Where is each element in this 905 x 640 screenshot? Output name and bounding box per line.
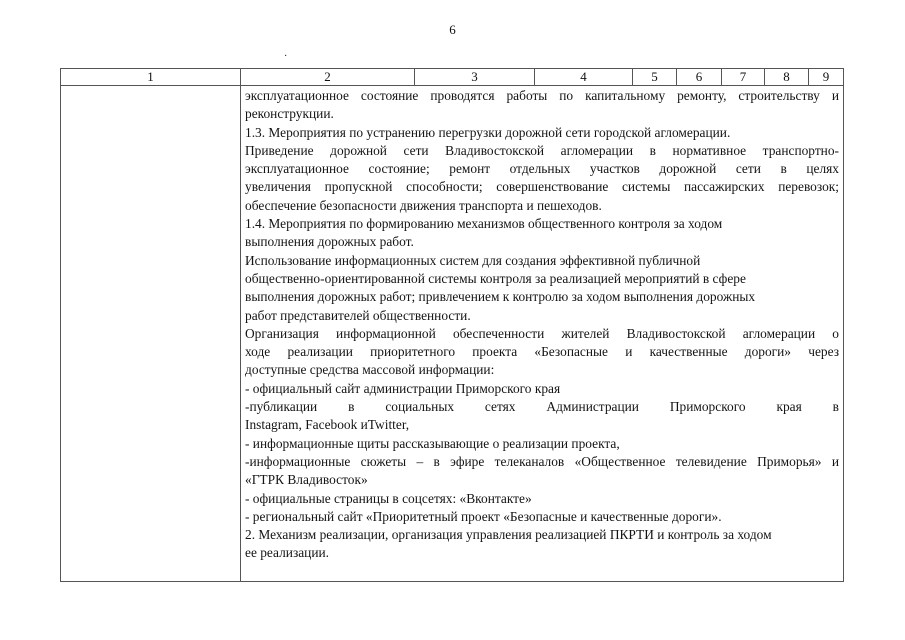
text-line: «ГТРК Владивосток» — [245, 472, 368, 488]
body-text-cell — [241, 86, 844, 582]
text-line: работ представителей общественности. — [245, 307, 471, 323]
text-line: 2. Механизм реализации, организация управления реализацией ПКРТИ и контроль за ходом — [245, 527, 772, 543]
text-line: выполнения дорожных работ. — [245, 234, 414, 250]
text-line: выполнения дорожных работ; привлечением к контролю за ходом выполнения дорожных — [245, 289, 756, 305]
column-header-8: 8 — [765, 69, 809, 86]
text-line: - региональный сайт «Приоритетный проект «Безопасные и качественные дороги». — [245, 508, 722, 524]
column-header-7: 7 — [722, 69, 765, 86]
text-line: - информационные щиты рассказывающие о реализации проекта, — [245, 435, 620, 451]
table-header-row — [61, 69, 844, 86]
text-line: Приведение дорожной сети Владивостокской агломерации в нормативное транспортно- — [245, 142, 839, 158]
text-line: общественно-ориентированной системы контроля за реализацией мероприятий в сфере — [245, 270, 746, 286]
text-line: 1.4. Мероприятия по формированию механизмов общественного контроля за ходом — [245, 216, 723, 232]
text-line: эксплуатационное состояние проводятся работы по капитальному ремонту, строительству и — [245, 88, 839, 103]
body-text — [241, 86, 843, 563]
text-line: - официальный сайт администрации Приморского края — [245, 380, 561, 396]
text-line: - официальные страницы в соцсетях: «Вконтакте» — [245, 490, 532, 506]
text-line: обеспечение безопасности движения транспорта и пешеходов. — [245, 197, 602, 213]
scan-dot: · — [284, 51, 288, 62]
text-line: 1.3. Мероприятия по устранению перегрузки дорожной сети городской агломерации. — [245, 124, 731, 140]
column-header-4: 4 — [535, 69, 633, 86]
text-line: ходе реализации приоритетного проекта «Безопасные и качественные дороги» через — [245, 344, 839, 360]
text-line: Использование информационных систем для создания эффективной публичной — [245, 252, 701, 268]
column-header-9: 9 — [809, 69, 844, 86]
text-line: реконструкции. — [245, 106, 334, 122]
column-header-3: 3 — [415, 69, 535, 86]
table-body-row — [61, 86, 844, 582]
document-table — [60, 68, 844, 582]
column-1-cell — [61, 86, 241, 582]
column-header-6: 6 — [677, 69, 722, 86]
text-line: -информационные сюжеты – в эфире телеканалов «Общественное телевидение Приморья» и — [245, 453, 839, 469]
page-number: 6 — [449, 22, 456, 37]
text-line: Организация информационной обеспеченности жителей Владивостокской агломерации о — [245, 325, 839, 341]
column-header-1: 1 — [61, 69, 241, 86]
text-line: эксплуатационное состояние; ремонт отдельных участков дорожной сети в целях — [245, 161, 839, 177]
text-line: Instagram, Facebook иTwitter, — [245, 417, 410, 433]
column-header-2: 2 — [241, 69, 415, 86]
text-line: увеличения пропускной способности; совершенствование системы пассажирских перевозок; — [245, 179, 839, 195]
column-header-5: 5 — [633, 69, 677, 86]
text-line: ее реализации. — [245, 545, 330, 561]
text-line: -публикации в социальных сетях Администрации Приморского края в — [245, 399, 839, 415]
text-line: доступные средства массовой информации: — [245, 362, 495, 378]
